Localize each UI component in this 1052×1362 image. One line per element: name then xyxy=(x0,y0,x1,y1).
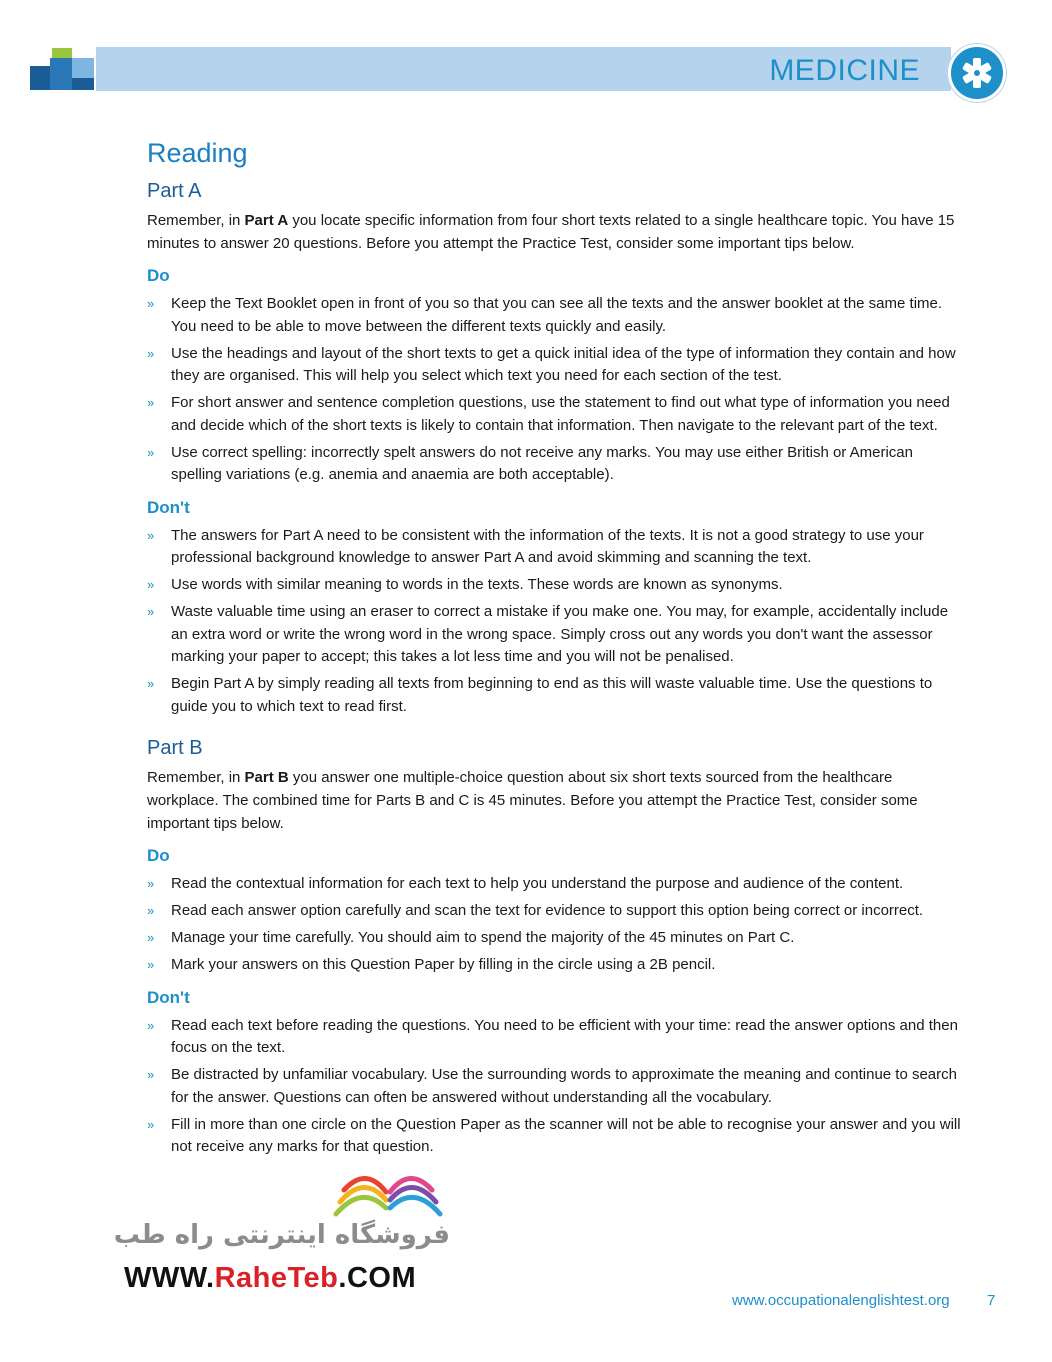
page-number: 7 xyxy=(987,1292,996,1309)
part-b-heading: Part B xyxy=(147,737,203,759)
watermark-url: WWW.RaheTeb.COM xyxy=(124,1262,417,1294)
header-title: MEDICINE xyxy=(769,54,920,87)
list-item: » Mark your answers on this Question Paper by filling in the circle using a 2B pencil. xyxy=(147,956,716,973)
part-b-dont-list xyxy=(147,1015,967,1159)
part-b-dont-heading: Don't xyxy=(147,987,190,1007)
part-a-heading: Part A xyxy=(147,180,202,202)
list-item: » Fill in more than one circle on the Question Paper as the scanner will not be able to recognise your answer and you will not receive any marks for that question. xyxy=(147,1115,961,1155)
part-b-do-list xyxy=(147,873,967,977)
footer-url: www.occupationalenglishtest.org xyxy=(732,1292,950,1309)
list-item: » Manage your time carefully. You should aim to spend the majority of the 45 minutes on Part C. xyxy=(147,929,795,946)
raheteb-watermark xyxy=(113,1162,450,1297)
watermark-persian-text: فروشگاه اینترنتی راه طب xyxy=(113,1220,450,1250)
list-item: » Use correct spelling: incorrectly spelt answers do not receive any marks. You may use either British or American spelling variations (e.g. anemia and anaemia are both acceptable). xyxy=(147,443,913,483)
list-item: » Read each text before reading the questions. You need to be efficient with your time: read the answer options and then focus on the text. xyxy=(147,1016,958,1056)
part-b-section xyxy=(147,734,967,1159)
list-item: » Read each answer option carefully and scan the text for evidence to support this option being correct or incorrect. xyxy=(147,902,924,919)
list-item: » Use the headings and layout of the short texts to get a quick initial idea of the type of information they contain and how they are organised. This will help you select which text you need for each section of the test. xyxy=(147,344,956,384)
list-item: » Begin Part A by simply reading all texts from beginning to end as this will waste valuable time. Use the questions to guide you to which text to read first. xyxy=(147,675,933,715)
part-a-do-heading: Do xyxy=(147,266,170,285)
part-b-intro: Remember, in Part B you answer one multiple-choice question about six short texts sourced from the healthcare workplace. The combined time for Parts B and C is 45 minutes. Before you attempt the Practice Test, consider some important tips below. xyxy=(147,769,918,832)
part-b-do-heading: Do xyxy=(147,846,170,865)
part-a-dont-heading: Don't xyxy=(147,497,190,517)
reading-content xyxy=(147,135,967,1163)
list-item: » For short answer and sentence completion questions, use the statement to find out what type of information you need and decide which of the short texts is likely to contain that information. Then navigate to the relevant part of the text. xyxy=(147,394,950,434)
book-logo-icon xyxy=(332,1162,444,1220)
part-a-do-list xyxy=(147,293,967,487)
part-a-section xyxy=(147,177,967,718)
list-item: » Waste valuable time using an eraser to correct a mistake if you make one. You may, for example, accidentally include an extra word or write the wrong word in the wrong space. Simply cross out any words you don't want the assessor marking your paper to accept; this takes a lot less time and you will not be penalised. xyxy=(147,603,949,665)
oet-logo xyxy=(30,48,100,92)
list-item: » Read the contextual information for each text to help you understand the purpose and audience of the content. xyxy=(147,875,904,892)
part-a-intro: Remember, in Part A you locate specific information from four short texts related to a single healthcare topic. You have 15 minutes to answer 20 questions. Before you attempt the Practice Test, consider some important tips below. xyxy=(147,212,955,252)
list-item: » Be distracted by unfamiliar vocabulary. Use the surrounding words to approximate the meaning and continue to search for the answer. Questions can often be answered without understanding all the vocabulary. xyxy=(147,1066,957,1106)
list-item: » Keep the Text Booklet open in front of you so that you can see all the texts and the answer booklet at the same time. You need to be able to move between the different texts quickly and easily. xyxy=(147,295,943,335)
section-title: Reading xyxy=(147,138,248,168)
part-a-dont-list xyxy=(147,525,967,719)
list-item: » The answers for Part A need to be consistent with the information of the texts. It is not a good strategy to use your professional background knowledge to answer Part A and avoid skimming and scanning the text. xyxy=(147,526,924,566)
list-item: » Use words with similar meaning to words in the texts. These words are known as synonyms. xyxy=(147,576,783,593)
star-of-life-icon xyxy=(948,44,1006,102)
